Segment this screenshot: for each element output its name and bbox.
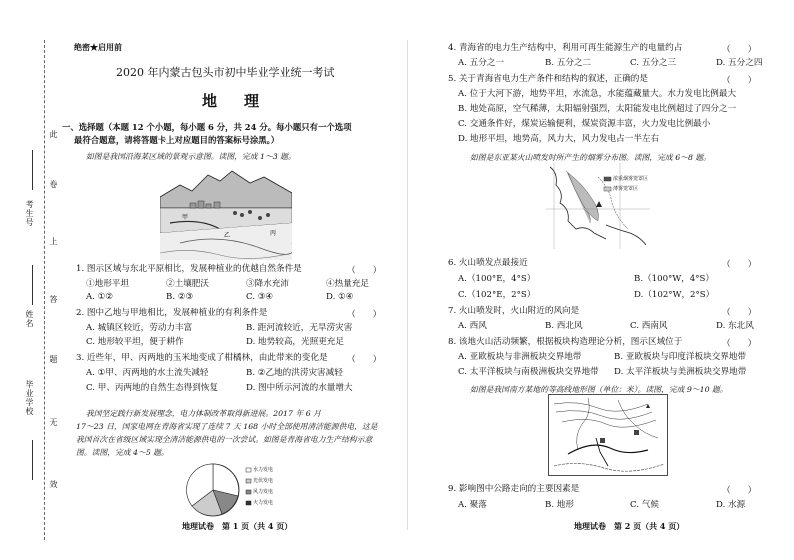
page-footer-right: 地理试卷 第 2 页（共 4 页）	[574, 521, 685, 531]
page-footer-left: 地理试卷 第 1 页（共 4 页）	[182, 521, 293, 531]
option-d[interactable]: D. ①④	[326, 292, 354, 302]
contour-topographic-map	[548, 394, 668, 476]
intro-q4-5: 我国坚定践行新发展理念，电力体制改革取得新进展。2017 年 6 月	[86, 409, 321, 418]
option-c[interactable]: C. 地形较平坦，便于耕作	[86, 337, 184, 347]
option-c[interactable]: C. 五分之三	[630, 58, 677, 68]
option-b[interactable]: B. 亚欧板块与印度洋板块交界地带	[614, 352, 747, 362]
option-b[interactable]: B. 距河流较近，无旱涝灾害	[246, 323, 353, 333]
question-7-stem: 7. 火山喷发时，火山附近的风向是	[448, 306, 580, 316]
option-d[interactable]: D. 五分之四	[716, 58, 763, 68]
option-d[interactable]: D. 水源	[716, 500, 746, 510]
q1-label: ③降水充沛	[246, 279, 289, 289]
seal-char: 无	[49, 418, 58, 427]
answer-bracket-7[interactable]: （ ）	[722, 308, 757, 318]
map-legend-dense: 浓重烟雾笼罩区	[613, 176, 649, 182]
coastal-landscape-figure	[160, 163, 292, 260]
field-line-exam-number[interactable]	[32, 150, 33, 190]
question-5-stem: 5. 关于青海省电力生产条件和结构的叙述，正确的是	[448, 74, 648, 84]
option-a[interactable]: A. 亚欧板块与非洲板块交界地带	[458, 352, 582, 362]
intro-q1-3: 如图是我国沿海某区域的景观示意图。读图，完成 1～3 题。	[86, 152, 296, 161]
question-2-stem: 2. 图中乙地与甲地相比，发展种植业的有利条件是	[76, 308, 268, 318]
pie-legend-thermal: 火力发电	[253, 500, 274, 506]
option-c[interactable]: C. 西南风	[630, 321, 668, 331]
seal-char: 题	[49, 355, 58, 364]
option-a[interactable]: A. 城镇区较近，劳动力丰富	[86, 323, 193, 333]
option-c[interactable]: C. ③④	[246, 292, 274, 302]
exam-title: 2020 年内蒙古包头市初中毕业学业统一考试	[116, 66, 335, 79]
svg-text:丙: 丙	[270, 230, 277, 237]
volcano-smoke-map	[546, 163, 650, 249]
answer-bracket-9[interactable]: （ ）	[722, 486, 757, 496]
question-6-stem: 6. 火山喷发点最接近	[448, 258, 528, 268]
option-d[interactable]: D. 地势较高，光照更充足	[246, 337, 344, 347]
pie-legend-wind: 风力发电	[253, 489, 274, 495]
section-heading: 一、选择题（本题 12 个小题，每小题 6 分，共 24 分。每小题只有一个选项	[62, 122, 352, 132]
seal-char: 卷	[49, 180, 58, 189]
option-b[interactable]: B. ②乙地的洪涝灾害减轻	[246, 368, 343, 378]
field-label-name: 姓名	[25, 310, 34, 328]
option-b[interactable]: B. 地形	[545, 500, 574, 510]
question-4-stem: 4. 青海省的电力生产结构中，利用可再生能源生产的电量约占	[448, 43, 683, 53]
option-b[interactable]: B. 五分之二	[545, 58, 592, 68]
answer-bracket-5[interactable]: （ ）	[722, 76, 757, 86]
answer-bracket-1[interactable]: （ ）	[347, 266, 382, 276]
option-c[interactable]: C. 交通条件好，煤炭运输便利，煤炭资源丰富，火力发电比例最小	[458, 119, 711, 129]
option-b[interactable]: B. ②③	[166, 292, 194, 302]
option-a[interactable]: A. ①②	[86, 292, 114, 302]
seal-char: 答	[49, 295, 58, 304]
answer-bracket-8[interactable]: （ ）	[722, 339, 757, 349]
svg-text:甲: 甲	[182, 214, 189, 221]
intro-q9-10: 如图是我国南方某地的等高线地形图（单位：米）。读图，完成 9～10 题。	[470, 385, 728, 394]
pie-legend-hydro: 水力发电	[253, 467, 274, 473]
option-d[interactable]: D. 地形平坦，地势高，风力大，风力发电占一半左右	[458, 134, 660, 144]
option-a[interactable]: A. 聚落	[458, 500, 487, 510]
option-c[interactable]: C.（102°E，2°S）	[458, 290, 536, 300]
q1-label: ②土壤肥沃	[166, 279, 209, 289]
intro-q4-5: 我国首次在省级区域实现全清洁能源供电的一次尝试。如图是青海省电力生产结构示意	[76, 435, 373, 444]
answer-bracket-2[interactable]: （ ）	[347, 310, 382, 320]
power-structure-pie	[186, 462, 290, 518]
field-label-exam-number: 考生号	[25, 200, 34, 227]
option-d[interactable]: D. 图中所示河流的水量增大	[246, 383, 353, 393]
question-8-stem: 8. 该地火山活动频繁，根据板块构造理论分析，图示区域位于	[448, 337, 683, 347]
svg-text:乙: 乙	[224, 232, 231, 239]
fold-line	[44, 40, 45, 540]
option-d[interactable]: D. 东北风	[716, 321, 754, 331]
answer-bracket-6[interactable]: （ ）	[722, 260, 757, 270]
confidential-label: 绝密★启用前	[74, 42, 122, 52]
option-d[interactable]: D.（102°W，2°S）	[634, 290, 715, 300]
option-a[interactable]: A. 位于大河下游，地势平坦，水流急，水能蕴藏量大。水力发电比例最大	[458, 89, 737, 99]
seal-char: 此	[49, 130, 58, 139]
option-b[interactable]: B.（100°W，4°S）	[634, 274, 715, 284]
q1-label: ①地形平坦	[86, 279, 129, 289]
field-line-name[interactable]	[32, 265, 33, 305]
answer-bracket-3[interactable]: （ ）	[347, 355, 382, 365]
option-b[interactable]: B. 西北风	[545, 321, 583, 331]
pie-legend-pv: 光伏发电	[253, 478, 274, 484]
page-divider	[407, 40, 408, 530]
intro-q4-5: 图。读图，完成 4～5 题。	[76, 448, 169, 457]
option-c[interactable]: C. 气候	[630, 500, 659, 510]
q1-label: ④热量充足	[326, 279, 369, 289]
answer-bracket-4[interactable]: （ ）	[722, 45, 757, 55]
seal-char: 效	[49, 480, 58, 489]
intro-q6-8: 如图是东亚某火山喷发时所产生的烟雾分布图。读图，完成 6～8 题。	[470, 153, 711, 162]
section-heading-cont: 最符合题意，请将答题卡上对应题目的答案标号涂黑。）	[74, 135, 280, 145]
field-label-school: 毕业学校	[25, 380, 34, 416]
option-b[interactable]: B. 地处高原，空气稀薄，太阳辐射强烈，太阳能发电比例超过了四分之一	[458, 104, 737, 114]
option-a[interactable]: A.（100°E，4°S）	[458, 274, 536, 284]
question-9-stem: 9. 影响图中公路走向的主要因素是	[448, 484, 580, 494]
option-d[interactable]: D. 太平洋板块与美洲板块交界地带	[614, 367, 747, 377]
option-c[interactable]: C. 太平洋板块与南极洲板块交界地带	[458, 367, 599, 377]
subject-title: 地 理	[202, 92, 266, 110]
field-line-school[interactable]	[32, 440, 33, 480]
seal-char: 上	[49, 237, 58, 246]
intro-q4-5: 17～23 日，国家电网在青海省实现了连续 7 天 168 小时全部使用清洁能源供电，这是	[76, 422, 378, 431]
question-1-stem: 1. 图示区域与东北平原相比，发展种植业的优越自然条件是	[76, 264, 302, 274]
map-legend-light: 薄雾笼罩区	[613, 186, 639, 192]
option-a[interactable]: A. 五分之一	[458, 58, 505, 68]
binding-sidebar	[0, 0, 70, 560]
question-3-stem: 3. 近些年，甲、丙两地的玉米地变成了柑橘林，由此带来的变化是	[76, 353, 328, 363]
option-a[interactable]: A. ①甲、丙两地的水土流失减轻	[86, 368, 209, 378]
option-a[interactable]: A. 西风	[458, 321, 487, 331]
option-c[interactable]: C. 甲、丙两地的自然生态得到恢复	[86, 383, 219, 393]
